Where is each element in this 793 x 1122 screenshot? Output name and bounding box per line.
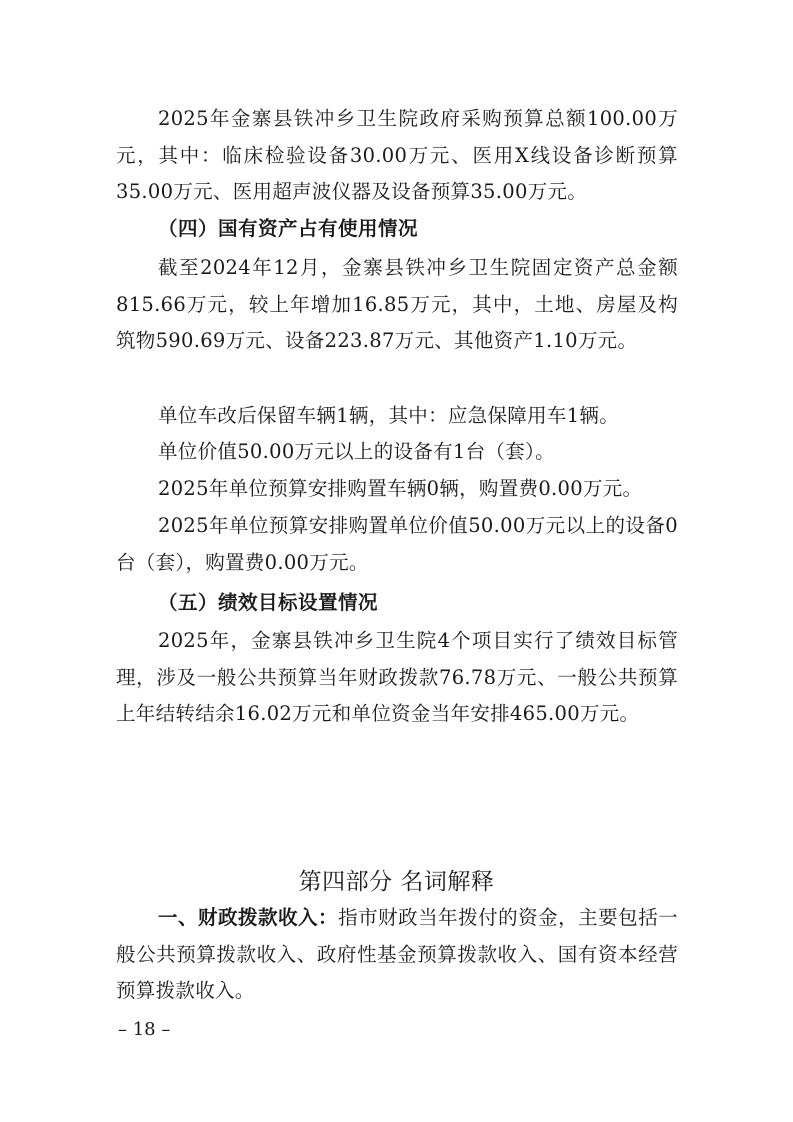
term-text: 指市财政当年拨付的资金，主要包括一般公共预算拨款收入、政府性基金预算拨款收入、国有资本经营预算拨款收入。: [116, 906, 678, 1002]
procurement-paragraph: 2025年金寨县铁冲乡卫生院政府采购预算总额100.00万元，其中：临床检验设备30.00万元、医用X线设备诊断预算35.00万元、医用超声波仪器及设备预算35.00万元。: [116, 107, 678, 203]
assets-paragraph-equipment: 单位价值50.00万元以上的设备有1台（套）。: [158, 440, 555, 463]
term-label: 一、财政拨款收入：: [158, 906, 339, 929]
performance-paragraph: 2025年，金寨县铁冲乡卫生院4个项目实行了绩效目标管理，涉及一般公共预算当年财政拨款76.78万元、一般公共预算上年结转结余16.02万元和单位资金当年安排465.00万元。: [116, 629, 678, 725]
page-number: – 18 –: [118, 1019, 171, 1040]
assets-paragraph-total: 截至2024年12月，金寨县铁冲乡卫生院固定资产总金额815.66万元，较上年增加16.85万元，其中，土地、房屋及构筑物590.69万元、设备223.87万元、其他资产1.10万元。: [116, 256, 678, 352]
assets-heading: （四）国有资产占有使用情况: [158, 217, 419, 240]
performance-heading: （五）绩效目标设置情况: [158, 591, 379, 614]
part-four-title: 第四部分 名词解释: [298, 869, 495, 895]
assets-paragraph-equipment-purchase: 2025年单位预算安排购置单位价值50.00万元以上的设备0台（套），购置费0.00万元。: [116, 514, 678, 574]
assets-paragraph-vehicle-purchase: 2025年单位预算安排购置车辆0辆，购置费0.00万元。: [158, 477, 643, 500]
assets-paragraph-vehicles: 单位车改后保留车辆1辆，其中：应急保障用车1辆。: [158, 404, 620, 427]
term-definition-financial-appropriation: [116, 900, 678, 1010]
